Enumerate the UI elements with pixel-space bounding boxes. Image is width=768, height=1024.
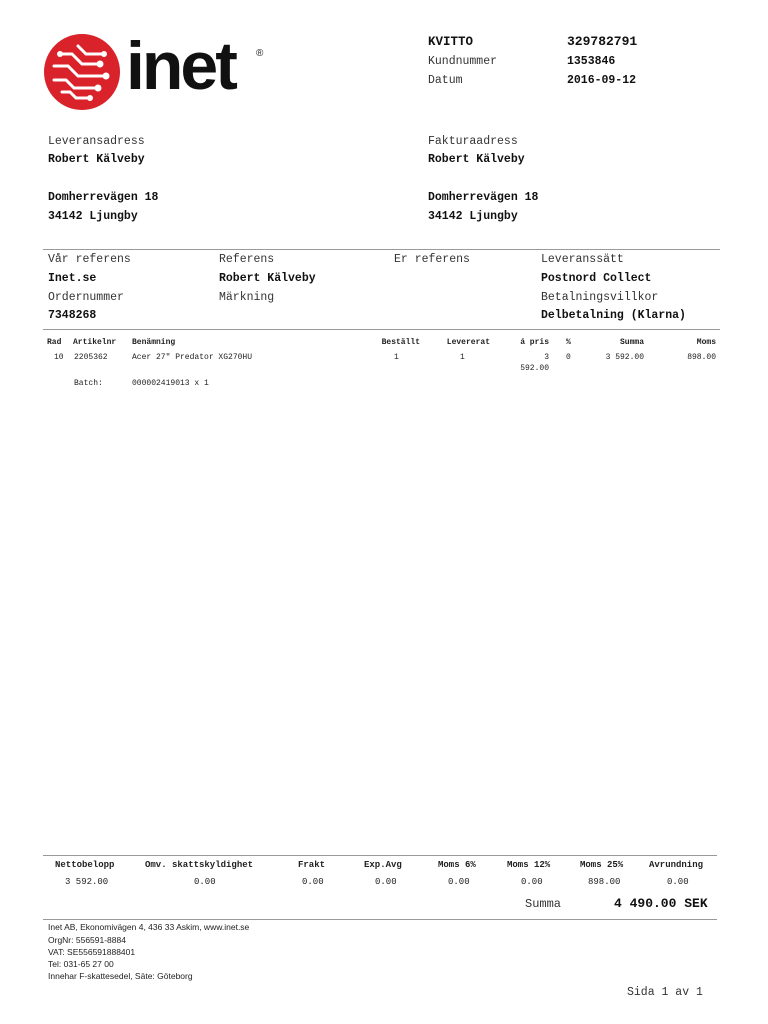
col-header-ordered: Beställt <box>381 338 420 347</box>
cell-row: 10 <box>54 353 64 362</box>
cell-unit-price-part2: 592.00 <box>520 364 549 373</box>
delivery-address-label: Leveransadress <box>48 135 145 148</box>
col-header-percent: % <box>566 338 571 347</box>
customer-number-value: 1353846 <box>567 55 616 68</box>
circuit-logo-icon <box>42 32 122 112</box>
payment-terms-label: Betalningsvillkor <box>541 291 659 304</box>
shipping-method-value: Postnord Collect <box>541 272 652 285</box>
batch-label: Batch: <box>74 379 103 388</box>
totals-value-net: 3 592.00 <box>65 877 109 887</box>
footer-tax-info: Innehar F-skattesedel, Säte: Göteborg <box>48 971 193 981</box>
order-number-label: Ordernummer <box>48 291 124 304</box>
col-header-delivered: Levererat <box>446 338 490 347</box>
reference-label: Referens <box>219 253 275 266</box>
col-header-article: Artikelnr <box>73 338 117 347</box>
payment-terms-value: Delbetalning (Klarna) <box>541 309 686 322</box>
divider-items <box>43 329 720 330</box>
footer-org-number: OrgNr: 556591-8884 <box>48 935 126 945</box>
date-value: 2016-09-12 <box>567 74 637 87</box>
totals-value-reverse: 0.00 <box>194 877 216 887</box>
totals-header-net: Nettobelopp <box>55 860 115 870</box>
totals-header-vat12: Moms 12% <box>507 860 551 870</box>
totals-header-reverse: Omv. skattskyldighet <box>145 860 254 870</box>
grand-total-label: Summa <box>525 897 562 911</box>
cell-article: 2205362 <box>74 353 108 362</box>
totals-value-rounding: 0.00 <box>667 877 689 887</box>
batch-value: 000002419013 x 1 <box>132 379 209 388</box>
delivery-name: Robert Kälveby <box>48 153 145 166</box>
page-number: Sida 1 av 1 <box>627 986 703 999</box>
grand-total-value: 4 490.00 SEK <box>614 896 708 911</box>
registered-mark: ® <box>256 48 264 59</box>
invoice-name: Robert Kälveby <box>428 153 525 166</box>
cell-unit-price-part1: 3 <box>544 353 549 362</box>
cell-percent: 0 <box>566 353 571 362</box>
shipping-method-label: Leveranssätt <box>541 253 624 266</box>
col-header-row: Rad <box>47 338 62 347</box>
cell-delivered: 1 <box>460 353 465 362</box>
cell-ordered: 1 <box>394 353 399 362</box>
divider-references <box>43 249 720 250</box>
delivery-street: Domherrevägen 18 <box>48 191 159 204</box>
marking-label: Märkning <box>219 291 275 304</box>
cell-name: Acer 27" Predator XG270HU <box>132 353 253 362</box>
col-header-name: Benämning <box>132 338 176 347</box>
your-reference-label: Er referens <box>394 253 470 266</box>
totals-value-vat12: 0.00 <box>521 877 543 887</box>
delivery-city: 34142 Ljungby <box>48 210 138 223</box>
order-number-value: 7348268 <box>48 309 97 322</box>
our-reference-value: Inet.se <box>48 272 97 285</box>
col-header-unit-price: á pris <box>520 338 549 347</box>
footer-company-address: Inet AB, Ekonomivägen 4, 436 33 Askim, www.inet.se <box>48 922 250 932</box>
col-header-vat: Moms <box>696 338 716 347</box>
reference-value: Robert Kälveby <box>219 272 316 285</box>
totals-value-freight: 0.00 <box>302 877 324 887</box>
divider-footer <box>43 919 717 920</box>
footer-vat-number: VAT: SE556591888401 <box>48 947 136 957</box>
date-label: Datum <box>428 74 463 87</box>
logo-wordmark: inet <box>126 28 235 104</box>
receipt-title: KVITTO <box>428 35 474 49</box>
totals-header-vat25: Moms 25% <box>580 860 624 870</box>
inet-logo <box>42 28 272 112</box>
receipt-number: 329782791 <box>567 34 638 49</box>
our-reference-label: Vår referens <box>48 253 131 266</box>
invoice-city: 34142 Ljungby <box>428 210 518 223</box>
totals-header-vat6: Moms 6% <box>438 860 476 870</box>
totals-header-exp: Exp.Avg <box>364 860 402 870</box>
divider-totals-top <box>43 855 717 856</box>
cell-sum: 3 592.00 <box>605 353 644 362</box>
invoice-street: Domherrevägen 18 <box>428 191 539 204</box>
footer-phone: Tel: 031-65 27 00 <box>48 959 114 969</box>
invoice-address-label: Fakturaadress <box>428 135 518 148</box>
totals-value-exp: 0.00 <box>375 877 397 887</box>
cell-vat: 898.00 <box>687 353 716 362</box>
totals-value-vat6: 0.00 <box>448 877 470 887</box>
totals-value-vat25: 898.00 <box>588 877 621 887</box>
col-header-sum: Summa <box>619 338 644 347</box>
customer-number-label: Kundnummer <box>428 55 498 68</box>
totals-header-freight: Frakt <box>298 860 326 870</box>
totals-header-rounding: Avrundning <box>649 860 704 870</box>
